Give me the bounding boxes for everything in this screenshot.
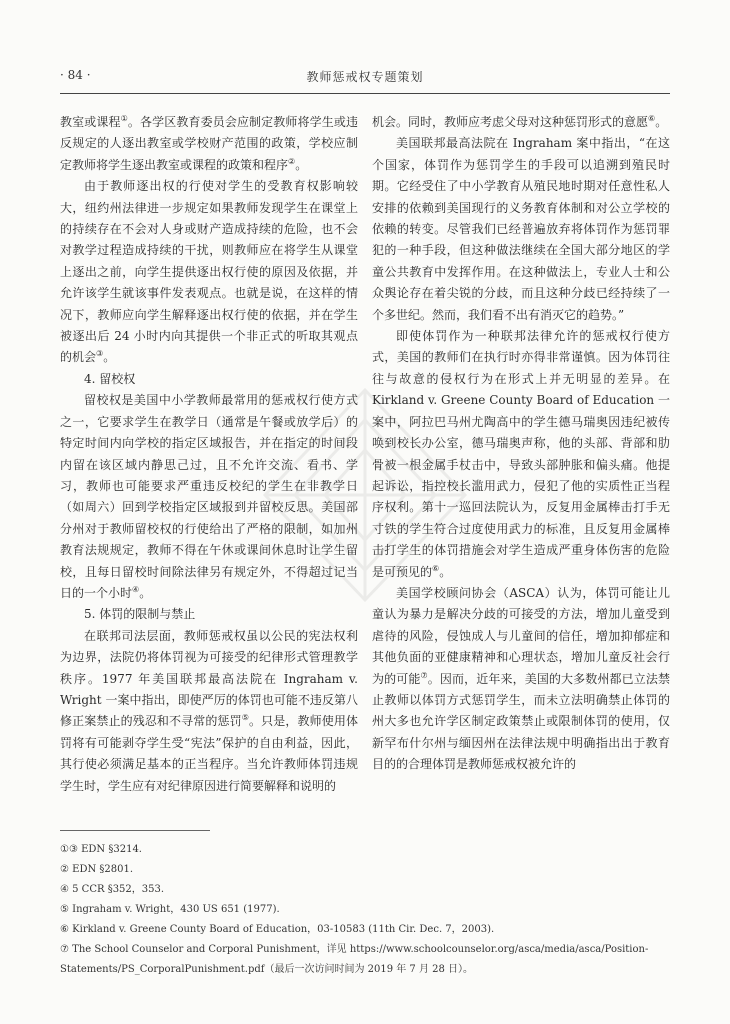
- header-rule: [60, 93, 670, 94]
- footnote: ①③ EDN §3214.: [60, 844, 142, 855]
- paragraph: 在联邦司法层面，教师惩戒权虽以公民的宪法权利为边界，法院仍将体罚视为可接受的纪律形式管理教学秩序。1977 年美国联邦最高法院在 Ingraham v. Wright 一案中指出，即使严厉的体罚也可能不违反第八修正案禁止的残忍和不寻常的惩罚⑤。只是，教师使用体罚将有可能剥夺学生受“宪法”保护的自由利益，因此，其行使必须满足基本的正当程序。当允许教师体罚违规学生时，学生应有对纪律原因进行简要解释和说明的: [60, 628, 358, 793]
- paragraph: 美国学校顾问协会（ASCA）认为，体罚可能让儿童认为暴力是解决分歧的可接受的方法，增加儿童受到虐待的风险，侵蚀成人与儿童间的信任，增加抑郁症和其他负面的亚健康精神和心理状态，增加儿童反社会行为的可能⑦。因而，近年来，美国的大多数州都已立法禁止教师以体罚方式惩罚学生，而未立法明确禁止体罚的州大多也允许学区制定政策禁止或限制体罚的使用，仅新罕布什尔州与缅因州在法律法规中明确指出出于教育目的的合理体罚是教师惩戒权被允许的: [372, 585, 670, 772]
- paragraph: 由于教师逐出权的行使对学生的受教育权影响较大，纽约州法律进一步规定如果教师发现学生在课堂上的持续存在不会对人身或财产造成持续的危险，也不会对教学过程造成持续的干扰，则教师应在将学生从课堂上逐出之前，向学生提供逐出权行使的原因及依据，并允许该学生就该事件发表观点。也就是说，在这样的情况下，教师应向学生解释逐出权行使的依据，并在学生被逐出后 24 小时内向其提供一个非正式的听取其观点的机会③。: [60, 179, 358, 365]
- section-heading: 5. 体罚的限制与禁止: [84, 607, 196, 622]
- page-header: [60, 66, 670, 88]
- footnote-ref[interactable]: ②: [288, 156, 296, 166]
- running-title: 教师惩戒权专题策划: [306, 70, 424, 84]
- section-heading: 4. 留校权: [84, 371, 136, 386]
- footnote-ref[interactable]: ④: [132, 584, 140, 594]
- footnote-ref[interactable]: ③: [96, 349, 104, 359]
- footnote-ref[interactable]: ⑥: [432, 563, 440, 573]
- left-column: [60, 112, 358, 797]
- footnote: ② EDN §2801.: [60, 864, 134, 875]
- footnote-link[interactable]: ⑦ The School Counselor and Corporal Punishment，详见 https://www.schoolcounselor.org/asca/media/asca/Position-: [60, 944, 649, 955]
- footnotes: [60, 840, 680, 980]
- footnote-ref[interactable]: ⑤: [241, 713, 250, 723]
- footnote: ④ 5 CCR §352，353.: [60, 884, 165, 895]
- footnote: ⑤ Ingraham v. Wright，430 US 651 (1977).: [60, 904, 280, 915]
- right-column: [372, 112, 670, 776]
- paragraph: 美国联邦最高法院在 Ingraham 案中指出，“在这个国家，体罚作为惩罚学生的手段可以追溯到殖民时期。它经受住了中小学教育从殖民地时期对任意性私人安排的依赖到美国现行的义务教育体制和对公立学校的依赖的转变。尽管我们已经普遍放弃将体罚作为惩罚罪犯的一种手段，但这种做法继续在全国大部分地区的学童公共教育中发挥作用。在这种做法上，专业人士和公众舆论存在着尖锐的分歧，而且这种分歧已经持续了一个多世纪。然而，我们看不出有消灭它的趋势。”: [372, 136, 670, 322]
- footnote: ⑥ Kirkland v. Greene County Board of Education，03-10583 (11th Cir. Dec. 7，2003).: [60, 924, 495, 935]
- paragraph: 机会。同时，教师应考虑父母对这种惩罚形式的意愿⑥。: [372, 114, 668, 129]
- paragraph: 留校权是美国中小学教师最常用的惩戒权行使方式之一，它要求学生在教学日（通常是午餐或放学后）的特定时间内向学校的指定区域报告，并在指定的时间段内留在该区域内静思己过，且不允许交流、看书、学习，教师也可能要求严重违反校纪的学生在非教学日（如周六）回到学校指定区域报到并留校反思。美国部分州对于教师留校权的行使给出了严格的限制，如加州教育法规规定，教师不得在午休或课间休息时让学生留校，且每日留校时间除法律另有规定外，不得超过记当日的一个小时④。: [60, 393, 358, 600]
- footnote-ref[interactable]: ⑦: [420, 670, 428, 680]
- paragraph: 即使体罚作为一种联邦法律允许的惩戒权行使方式，美国的教师们在执行时亦得非常谨慎。因为体罚往往与故意的侵权行为在形式上并无明显的差异。在 Kirkland v. Greene County Board of Education 一案中，阿拉巴马州尤陶高中的学生德马瑞奥因违纪被传唤到校长办公室，德马瑞奥声称，他的头部、背部和肋骨被一根金属手杖击中，导致头部肿胀和偏头痛。他提起诉讼，指控校长滥用武力，侵犯了他的实质性正当程序权利。第十一巡回法院认为，反复用金属棒击打手无寸铁的学生符合过度使用武力的标准，且反复用金属棒击打学生的体罚措施会对学生造成严重身体伤害的危险是可预见的⑥。: [372, 329, 670, 579]
- footnote-link-cont[interactable]: Statements/PS_CorporalPunishment.pdf（最后一次访问时间为 2019 年 7 月 28 日）。: [60, 964, 474, 975]
- footnote-ref[interactable]: ①: [120, 114, 128, 123]
- page-number: · 84 ·: [60, 68, 91, 82]
- paragraph: 教室或课程①。各学区教育委员会应制定教师将学生或违反规定的人逐出教室或学校财产范围的政策，学校应制定教师将学生逐出教室或课程的政策和程序②。: [60, 114, 358, 172]
- footnote-rule: [60, 830, 210, 831]
- footnote-ref[interactable]: ⑥: [648, 114, 656, 123]
